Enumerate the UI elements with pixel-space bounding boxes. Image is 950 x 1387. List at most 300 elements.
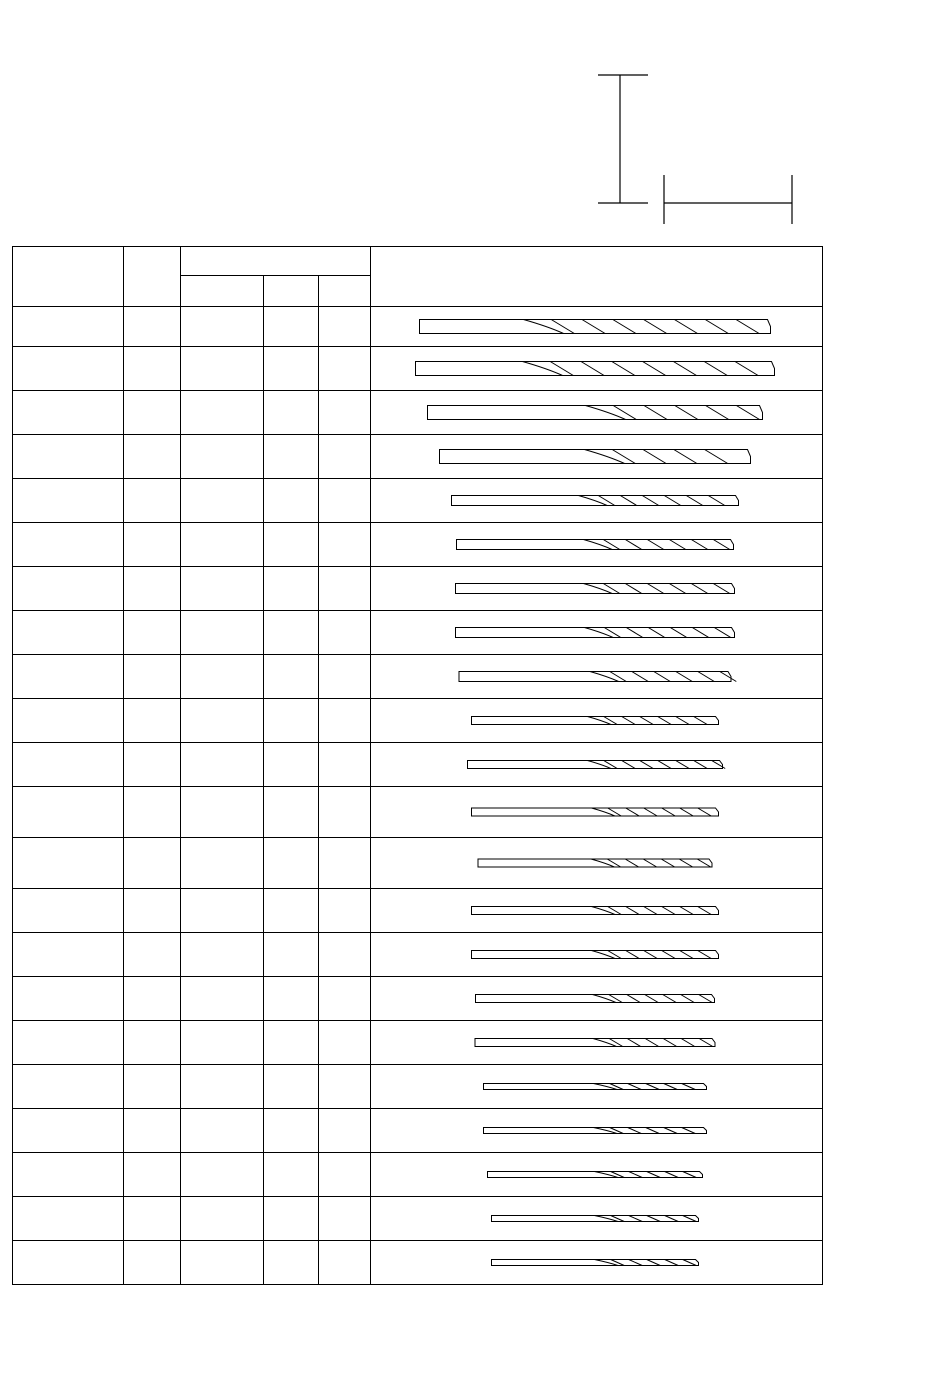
flute-helix-line: [697, 859, 711, 867]
flute-helix-line: [598, 496, 615, 506]
table-row: [13, 1241, 823, 1285]
row-length-1: [181, 699, 264, 743]
row-diameter: [124, 1197, 181, 1241]
drill-drawing-cell: [371, 523, 823, 567]
flute-helix-line: [720, 672, 737, 682]
drill-drawing: [371, 889, 817, 932]
row-length-3: [319, 699, 371, 743]
row-length-1: [181, 567, 264, 611]
row-diameter: [124, 347, 181, 391]
row-length-2: [264, 838, 319, 889]
drill-drawing: [371, 933, 817, 976]
flute-helix-line: [699, 1039, 713, 1047]
flute-helix-line: [620, 496, 637, 506]
flute-start-curve: [592, 808, 615, 816]
flute-start-curve: [524, 320, 564, 334]
row-code: [13, 977, 124, 1021]
flute-helix-line: [669, 584, 686, 594]
flute-helix-line: [625, 584, 642, 594]
drill-drawing: [371, 1021, 817, 1064]
drill-drawing-cell: [371, 307, 823, 347]
flute-helix-line: [626, 907, 640, 915]
drill-drawing: [371, 347, 817, 390]
flute-helix-line: [674, 450, 697, 464]
row-length-2: [264, 933, 319, 977]
row-length-2: [264, 611, 319, 655]
row-diameter: [124, 1153, 181, 1197]
flute-helix-line: [610, 672, 627, 682]
flute-start-curve: [593, 995, 616, 1003]
drill-drawing: [371, 391, 817, 434]
table-row: [13, 1065, 823, 1109]
row-code: [13, 523, 124, 567]
flute-helix-line: [626, 951, 640, 959]
flute-helix-line: [603, 540, 620, 550]
row-code: [13, 743, 124, 787]
drill-drawing: [371, 307, 817, 346]
row-code: [13, 787, 124, 838]
flute-helix-line: [612, 362, 635, 376]
row-length-2: [264, 699, 319, 743]
flute-start-curve: [584, 584, 613, 594]
flute-helix-line: [611, 1216, 625, 1222]
flute-helix-line: [647, 1260, 661, 1266]
flute-helix-line: [643, 859, 657, 867]
table-row: [13, 743, 823, 787]
row-code: [13, 567, 124, 611]
flute-helix-line: [676, 672, 693, 682]
flute-helix-line: [627, 995, 641, 1003]
flute-helix-line: [664, 496, 681, 506]
header-length-3: [319, 276, 371, 307]
flute-helix-line: [681, 1039, 695, 1047]
row-length-3: [319, 347, 371, 391]
drill-drawing: [371, 655, 817, 698]
table-row: [13, 1021, 823, 1065]
row-code: [13, 1021, 124, 1065]
flute-helix-line: [658, 761, 672, 769]
drill-body-outline: [420, 320, 771, 334]
drill-drawing-cell: [371, 1241, 823, 1285]
row-length-2: [264, 889, 319, 933]
flute-helix-line: [675, 406, 698, 420]
flute-helix-line: [603, 584, 620, 594]
row-code: [13, 611, 124, 655]
table-row: [13, 523, 823, 567]
drill-drawing-cell: [371, 655, 823, 699]
drill-spec-table: [12, 246, 823, 1285]
header-length-1: [181, 276, 264, 307]
flute-start-curve: [595, 1172, 618, 1178]
table-row: [13, 889, 823, 933]
flute-helix-line: [551, 320, 574, 334]
flute-start-curve: [591, 859, 614, 867]
flute-helix-line: [647, 540, 664, 550]
row-length-1: [181, 1021, 264, 1065]
row-length-1: [181, 787, 264, 838]
row-code: [13, 1109, 124, 1153]
header-code: [13, 247, 124, 307]
flute-helix-line: [610, 1084, 624, 1090]
flute-helix-line: [665, 1216, 679, 1222]
table-row: [13, 838, 823, 889]
flute-helix-line: [629, 1260, 643, 1266]
row-length-2: [264, 1197, 319, 1241]
row-length-1: [181, 1197, 264, 1241]
header-diameter: [124, 247, 181, 307]
row-length-2: [264, 523, 319, 567]
row-code: [13, 1197, 124, 1241]
flute-helix-line: [654, 672, 671, 682]
flute-start-curve: [584, 540, 613, 550]
flute-helix-line: [736, 406, 759, 420]
drill-drawing-cell: [371, 787, 823, 838]
row-diameter: [124, 699, 181, 743]
row-diameter: [124, 567, 181, 611]
flute-helix-line: [645, 1039, 659, 1047]
drill-body-outline: [440, 450, 751, 464]
table-row: [13, 347, 823, 391]
flute-helix-line: [681, 995, 695, 1003]
dimension-diagram: [0, 0, 950, 240]
drill-body-outline: [428, 406, 763, 420]
flute-helix-line: [642, 496, 659, 506]
row-code: [13, 1065, 124, 1109]
flute-helix-line: [712, 761, 726, 769]
flute-start-curve: [523, 362, 563, 376]
row-length-2: [264, 1153, 319, 1197]
table-row: [13, 567, 823, 611]
row-length-2: [264, 1065, 319, 1109]
row-diameter: [124, 391, 181, 435]
flute-helix-line: [661, 859, 675, 867]
flute-helix-line: [626, 808, 640, 816]
row-length-1: [181, 479, 264, 523]
row-code: [13, 479, 124, 523]
flute-helix-line: [662, 907, 676, 915]
flute-helix-line: [705, 450, 728, 464]
drill-drawing-cell: [371, 479, 823, 523]
table-row: [13, 1153, 823, 1197]
row-code: [13, 699, 124, 743]
header-drawing: [371, 247, 823, 307]
horizontal-dimension-line: [664, 175, 792, 224]
flute-helix-line: [673, 362, 696, 376]
row-diameter: [124, 523, 181, 567]
flute-helix-line: [683, 1172, 697, 1178]
flute-helix-line: [609, 995, 623, 1003]
flute-helix-line: [664, 1128, 678, 1134]
flute-helix-line: [581, 362, 604, 376]
row-length-2: [264, 567, 319, 611]
flute-helix-line: [676, 761, 690, 769]
row-length-3: [319, 933, 371, 977]
flute-start-curve: [595, 1216, 618, 1222]
row-length-1: [181, 523, 264, 567]
flute-helix-line: [682, 1128, 696, 1134]
flute-helix-line: [713, 584, 730, 594]
flute-helix-line: [644, 951, 658, 959]
flute-helix-line: [643, 362, 666, 376]
row-code: [13, 347, 124, 391]
row-length-2: [264, 479, 319, 523]
row-diameter: [124, 307, 181, 347]
flute-helix-line: [694, 761, 708, 769]
drill-drawing-cell: [371, 1021, 823, 1065]
table-row: [13, 307, 823, 347]
drill-drawing-cell: [371, 391, 823, 435]
drill-body-outline: [484, 1128, 707, 1134]
row-length-3: [319, 889, 371, 933]
flute-helix-line: [704, 362, 727, 376]
flute-helix-line: [663, 995, 677, 1003]
row-diameter: [124, 1109, 181, 1153]
row-length-1: [181, 307, 264, 347]
drill-drawing: [371, 743, 817, 786]
table-row: [13, 435, 823, 479]
flute-helix-line: [698, 808, 712, 816]
flute-start-curve: [590, 672, 619, 682]
flute-helix-line: [640, 761, 654, 769]
flute-helix-line: [698, 951, 712, 959]
row-length-1: [181, 435, 264, 479]
flute-helix-line: [692, 628, 709, 638]
drill-drawing-cell: [371, 435, 823, 479]
row-diameter: [124, 743, 181, 787]
flute-start-curve: [588, 761, 611, 769]
row-length-1: [181, 889, 264, 933]
row-length-2: [264, 977, 319, 1021]
drill-drawing-cell: [371, 699, 823, 743]
row-length-3: [319, 391, 371, 435]
flute-helix-line: [665, 1172, 679, 1178]
row-code: [13, 655, 124, 699]
row-length-2: [264, 787, 319, 838]
flute-helix-line: [686, 496, 703, 506]
flute-helix-line: [664, 1084, 678, 1090]
flute-helix-line: [625, 540, 642, 550]
flute-helix-line: [706, 406, 729, 420]
row-length-3: [319, 1021, 371, 1065]
flute-helix-line: [609, 1039, 623, 1047]
flute-helix-line: [644, 320, 667, 334]
drill-drawing: [371, 479, 817, 522]
row-code: [13, 933, 124, 977]
table-row: [13, 933, 823, 977]
drill-body-outline: [456, 584, 735, 594]
drill-body-outline: [457, 540, 734, 550]
drill-body-outline: [468, 761, 723, 769]
drill-drawing-cell: [371, 889, 823, 933]
drill-drawing: [371, 611, 817, 654]
flute-helix-line: [622, 761, 636, 769]
flute-helix-line: [735, 362, 758, 376]
flute-helix-line: [610, 1128, 624, 1134]
row-length-2: [264, 347, 319, 391]
header-length-2: [264, 276, 319, 307]
drill-drawing: [371, 1109, 817, 1152]
flute-helix-line: [644, 907, 658, 915]
flute-start-curve: [588, 717, 611, 725]
row-diameter: [124, 611, 181, 655]
row-length-1: [181, 1153, 264, 1197]
flute-helix-line: [683, 1260, 697, 1266]
flute-helix-line: [626, 628, 643, 638]
flute-helix-line: [611, 1260, 625, 1266]
row-length-3: [319, 523, 371, 567]
row-length-1: [181, 611, 264, 655]
flute-helix-line: [714, 628, 731, 638]
flute-helix-line: [646, 1128, 660, 1134]
flute-helix-line: [676, 717, 690, 725]
flute-helix-line: [613, 406, 636, 420]
flute-helix-line: [627, 1039, 641, 1047]
row-diameter: [124, 787, 181, 838]
row-length-3: [319, 787, 371, 838]
row-diameter: [124, 933, 181, 977]
table-row: [13, 1109, 823, 1153]
drill-drawing-cell: [371, 838, 823, 889]
row-length-2: [264, 1021, 319, 1065]
drill-drawing-cell: [371, 977, 823, 1021]
row-length-3: [319, 1153, 371, 1197]
flute-helix-line: [622, 717, 636, 725]
flute-helix-line: [705, 320, 728, 334]
row-code: [13, 1241, 124, 1285]
row-code: [13, 838, 124, 889]
flute-helix-line: [663, 1039, 677, 1047]
flute-helix-line: [736, 320, 759, 334]
drill-drawing-cell: [371, 743, 823, 787]
row-code: [13, 889, 124, 933]
flute-start-curve: [585, 628, 614, 638]
drill-drawing-cell: [371, 347, 823, 391]
row-length-3: [319, 655, 371, 699]
drill-drawing: [371, 435, 817, 478]
drill-body-outline: [456, 628, 735, 638]
row-length-1: [181, 1241, 264, 1285]
row-length-2: [264, 391, 319, 435]
flute-helix-line: [680, 951, 694, 959]
drill-body-outline: [484, 1084, 707, 1090]
flute-helix-line: [658, 717, 672, 725]
flute-helix-line: [644, 808, 658, 816]
flute-helix-line: [608, 907, 622, 915]
vertical-dimension-line: [598, 75, 648, 203]
flute-helix-line: [611, 1172, 625, 1178]
row-length-1: [181, 1065, 264, 1109]
flute-helix-line: [629, 1172, 643, 1178]
drill-drawing-cell: [371, 933, 823, 977]
row-length-2: [264, 307, 319, 347]
flute-start-curve: [592, 951, 615, 959]
row-length-3: [319, 977, 371, 1021]
table-row: [13, 787, 823, 838]
flute-helix-line: [646, 1084, 660, 1090]
row-length-3: [319, 567, 371, 611]
drill-drawing: [371, 787, 817, 837]
flute-helix-line: [713, 540, 730, 550]
flute-helix-line: [647, 1216, 661, 1222]
flute-helix-line: [604, 761, 618, 769]
row-length-3: [319, 838, 371, 889]
flute-start-curve: [593, 1039, 616, 1047]
table-row: [13, 611, 823, 655]
row-length-2: [264, 1241, 319, 1285]
flute-helix-line: [604, 717, 618, 725]
row-length-3: [319, 435, 371, 479]
drill-drawing-cell: [371, 611, 823, 655]
flute-helix-line: [691, 584, 708, 594]
row-length-2: [264, 655, 319, 699]
row-code: [13, 1153, 124, 1197]
drill-drawing: [371, 567, 817, 610]
flute-helix-line: [682, 1084, 696, 1090]
row-length-1: [181, 655, 264, 699]
row-length-1: [181, 743, 264, 787]
row-code: [13, 435, 124, 479]
flute-start-curve: [595, 1260, 618, 1266]
drill-drawing-cell: [371, 1197, 823, 1241]
flute-helix-line: [669, 540, 686, 550]
row-diameter: [124, 1021, 181, 1065]
drill-drawing-cell: [371, 1109, 823, 1153]
flute-helix-line: [608, 808, 622, 816]
drill-drawing-cell: [371, 567, 823, 611]
row-diameter: [124, 435, 181, 479]
flute-helix-line: [550, 362, 573, 376]
drill-drawing: [371, 1241, 817, 1284]
drill-drawing: [371, 1065, 817, 1108]
flute-start-curve: [579, 496, 608, 506]
flute-helix-line: [662, 808, 676, 816]
table-row: [13, 1197, 823, 1241]
flute-helix-line: [643, 450, 666, 464]
flute-helix-line: [629, 1216, 643, 1222]
row-diameter: [124, 838, 181, 889]
drill-drawing: [371, 523, 817, 566]
flute-start-curve: [586, 406, 626, 420]
flute-helix-line: [691, 540, 708, 550]
flute-helix-line: [662, 951, 676, 959]
drill-drawing: [371, 1197, 817, 1240]
table-row: [13, 699, 823, 743]
row-length-1: [181, 838, 264, 889]
flute-helix-line: [694, 717, 708, 725]
row-length-2: [264, 435, 319, 479]
flute-helix-line: [680, 808, 694, 816]
header-length-group: [181, 247, 371, 276]
drill-body-outline: [472, 717, 719, 725]
drill-body-outline: [475, 1039, 715, 1047]
flute-start-curve: [585, 450, 625, 464]
flute-helix-line: [670, 628, 687, 638]
drill-drawing: [371, 977, 817, 1020]
flute-helix-line: [665, 1260, 679, 1266]
row-code: [13, 391, 124, 435]
flute-helix-line: [645, 995, 659, 1003]
flute-helix-line: [604, 628, 621, 638]
row-length-3: [319, 1065, 371, 1109]
row-length-2: [264, 743, 319, 787]
row-length-1: [181, 347, 264, 391]
drill-drawing: [371, 1153, 817, 1196]
flute-helix-line: [647, 1172, 661, 1178]
row-code: [13, 307, 124, 347]
row-length-3: [319, 611, 371, 655]
drill-drawing: [371, 699, 817, 742]
table-row: [13, 655, 823, 699]
